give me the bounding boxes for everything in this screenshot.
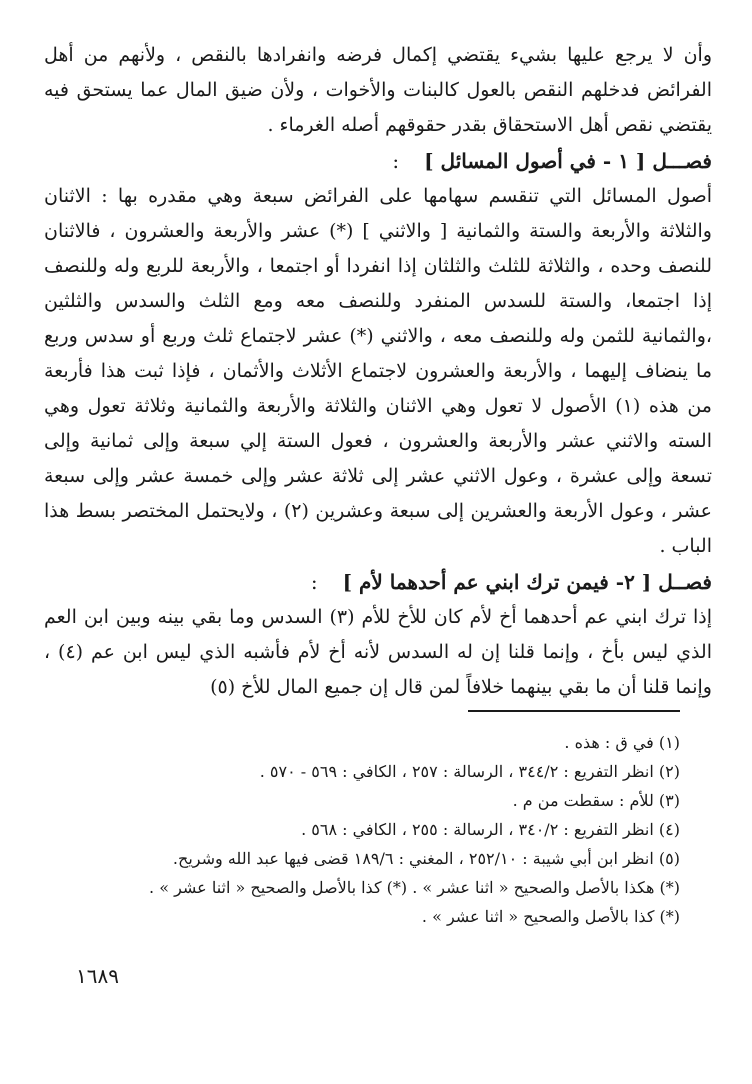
- footnote-5: (٥) انظر ابن أبي شيبة : ٢٥٢/١٠ ، المغني : ١٨٩/٦ قضى فيها عبد الله وشريح.: [172, 849, 680, 868]
- section1-paragraph: أصول المسائل التي تنقسم سهامها على الفرائض سبعة وهي مقدره بها : الاثنان والثلاثة والأربعة والستة والثمانية [ والاثني ] (*) عشر والأربعة والعشرون ، فالاثنان للنصف وحده ، والثلاثة للثلث والثلثان إذا انفردا أو اجتمعا ، والأربعة للربع وله وللنصف إذا اجتمعا، والستة للسدس المنفرد وللنصف معه ومع الثلث والسدس والثلثين ،والثمانية للثمن وله وللنصف معه ، والاثني (*) عشر لاجتماع ثلث وربع أو سدس وربع ما ينضاف إليهما ، والأربعة والعشرون لاجتماع الأثلاث والأثمان ، فإذا ثبت هذا فأربعة من هذه (١) الأصول لا تعول وهي الاثنان والثلاثة والأربعة والثمانية وثلاثة تعول وهي السته والاثني عشر والأربعة والعشرون ، فعول الستة إلي سبعة وإلى ثمانية وإلى تسعة وإلى عشرة ، وعول الاثني عشر إلى ثلاثة عشر وإلى خمسة عشر وإلى سبعة عشر ، وعول الأربعة والعشرين إلى سبعة وعشرين (٢) ، ولايحتمل المختصر بسط هذا الباب .: [44, 185, 712, 557]
- section2-heading-colon: :: [310, 570, 318, 594]
- section1-heading-word: فصـــل: [652, 149, 712, 173]
- footnote-2: (٢) انظر التفريع : ٣٤٤/٢ ، الرسالة : ٢٥٧ ، الكافي : ٥٦٩ - ٥٧٠ .: [259, 762, 680, 781]
- section2-heading: [44, 564, 712, 600]
- footnote-star-1: (*) هكذا بالأصل والصحيح « اثنا عشر » . (*) كذا بالأصل والصحيح « اثنا عشر » .: [149, 878, 680, 897]
- intro-paragraph: وأن لا يرجع عليها بشيء يقتضي إكمال فرضه وانفرادها بالنقص ، ولأنهم من أهل الفرائض فدخلهم النقص بالعول كالبنات والأخوات ، ولأن ضيق المال عما يستحق فيه يقتضي نقص أهل الاستحقاق بقدر حقوقهم أصله الغرماء .: [44, 44, 712, 136]
- section1-heading-title: [ ١ - في أصول المسائل ]: [424, 149, 646, 173]
- footnotes: [150, 728, 680, 931]
- section1-heading: [44, 143, 712, 179]
- section2-paragraph: إذا ترك ابني عم أحدهما أخ لأم كان للأخ للأم (٣) السدس وما بقي بينه وبين ابن العم الذي ليس بأخ ، وإنما قلنا إن له السدس لأنه أخ لأم فأشبه الذي ليس ابن عم (٤) ، وإنما قلنا أن ما بقي بينهما خلافاً لمن قال إن جميع المال للأخ (٥): [44, 606, 712, 698]
- footnote-4: (٤) انظر التفريع : ٣٤٠/٢ ، الرسالة : ٢٥٥ ، الكافي : ٥٦٨ .: [301, 820, 680, 839]
- footnote-3: (٣) للأم : سقطت من م .: [512, 791, 680, 810]
- page-body: [44, 38, 712, 705]
- section2-heading-title: [ ٢- فيمن ترك ابني عم أحدهما لأم ]: [342, 570, 652, 594]
- footnote-1: (١) في ق : هذه .: [564, 733, 680, 752]
- footnote-star-2: (*) كذا بالأصل والصحيح « اثنا عشر » .: [421, 907, 680, 926]
- footnote-divider: [468, 710, 680, 712]
- page-number: ١٦٨٩: [76, 964, 119, 988]
- section1-heading-colon: :: [392, 149, 400, 173]
- section2-heading-word: فصــل: [658, 570, 712, 594]
